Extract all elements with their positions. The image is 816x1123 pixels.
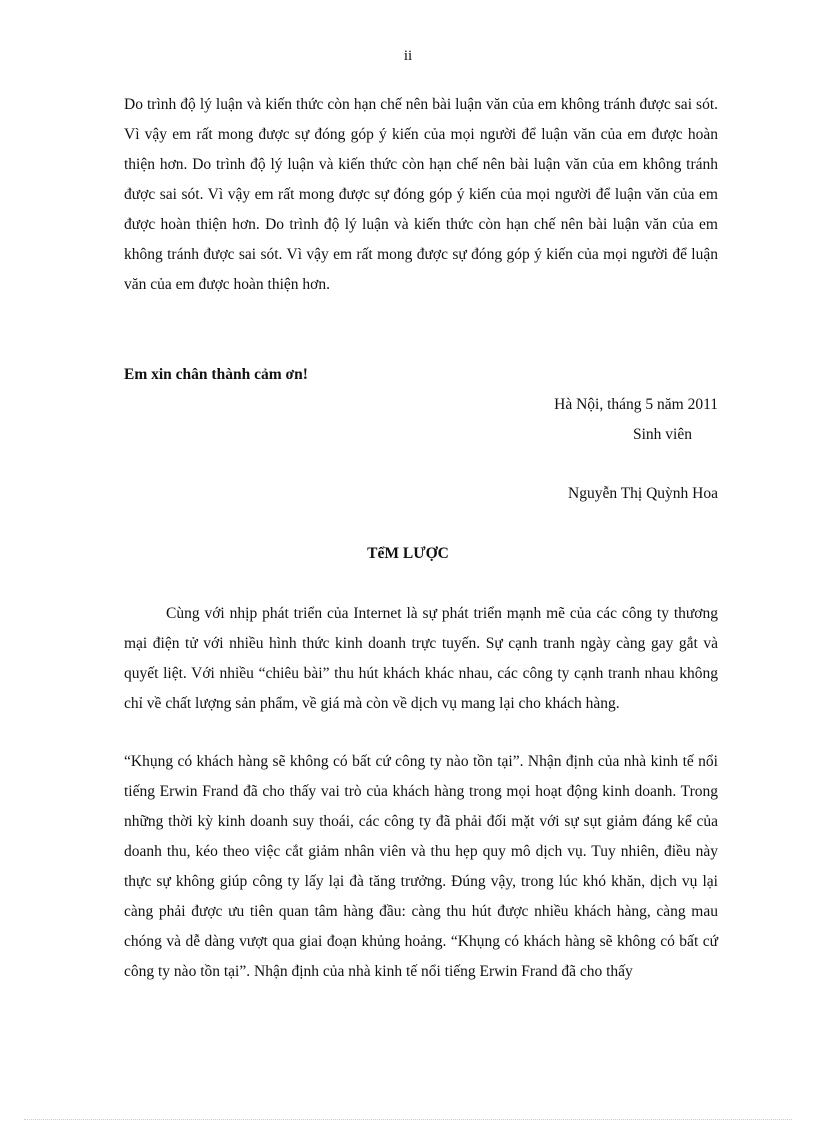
intro-paragraph: Do trình độ lý luận và kiến thức còn hạn chế nên bài luận văn của em không tránh được sai sót. Vì vậy em rất mong được sự đóng góp ý kiến của mọi người để luận văn của em được hoàn thiện hơn. Do trình độ lý luận và kiến thức còn hạn chế nên bài luận văn của em không tránh được sai sót. Vì vậy em rất mong được sự đóng góp ý kiến của mọi người để luận văn của em được hoàn thiện hơn. Do trình độ lý luận và kiến thức còn hạn chế nên bài luận văn của em không tránh được sai sót. Vì vậy em rất mong được sự đóng góp ý kiến của mọi người để luận văn của em được hoàn thiện hơn. <box>124 96 718 293</box>
summary-heading: TểM LƯỢC <box>367 545 449 562</box>
signature-name: Nguyễn Thị Quỳnh Hoa <box>568 485 718 502</box>
thanks-line: Em xin chân thành cảm ơn! <box>124 366 308 383</box>
summary-paragraph-1: Cùng với nhịp phát triển của Internet là sự phát triển mạnh mẽ của các công ty thương mại điện tử với nhiều hình thức kinh doanh trực tuyến. Sự cạnh tranh ngày càng gay gắt và quyết liệt. Với nhiều “chiêu bài” thu hút khách khác nhau, các công ty cạnh tranh nhau không chỉ về chất lượng sản phẩm, về giá mà còn về dịch vụ mang lại cho khách hàng. <box>124 605 718 712</box>
signature-role: Sinh viên <box>633 426 692 443</box>
summary-paragraph-2: “Khụng có khách hàng sẽ không có bất cứ công ty nào tồn tại”. Nhận định của nhà kinh tế nổi tiếng Erwin Frand đã cho thấy vai trò của khách hàng trong mọi hoạt động kinh doanh. Trong những thời kỳ kinh doanh suy thoái, các công ty đã phải đối mặt với sự sụt giảm đáng kể của doanh thu, kéo theo việc cắt giảm nhân viên và thu hẹp quy mô dịch vụ. Tuy nhiên, điều này thực sự không giúp công ty lấy lại đà tăng trưởng. Đúng vậy, trong lúc khó khăn, dịch vụ lại càng phải được ưu tiên quan tâm hàng đầu: càng thu hút được nhiều khách hàng, càng mau chóng và dễ dàng vượt qua giai đoạn khủng hoảng. “Khụng có khách hàng sẽ không có bất cứ công ty nào tồn tại”. Nhận định của nhà kinh tế nổi tiếng Erwin Frand đã cho thấy <box>124 753 718 980</box>
signature-place-date: Hà Nội, tháng 5 năm 2011 <box>554 396 718 413</box>
page-bottom-divider <box>24 1119 792 1120</box>
page-number: ii <box>403 48 413 64</box>
